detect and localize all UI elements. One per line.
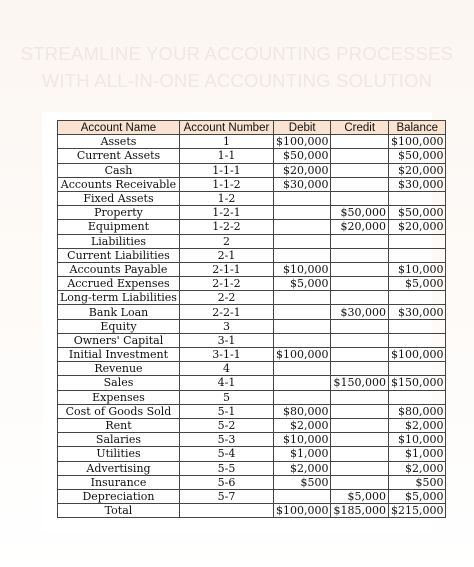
balance-cell: $10,000 [388,433,446,447]
balance-cell: $150,000 [388,376,446,390]
credit-cell [331,319,389,333]
account-name-cell: Expenses [58,390,180,404]
table-row [58,447,446,461]
account-name-cell: Equipment [58,220,180,234]
balance-cell: $5,000 [388,277,446,291]
table-row [58,191,446,205]
debit-cell [273,291,331,305]
account-number-cell: 1-2-1 [179,206,273,220]
credit-cell [331,362,389,376]
account-number-cell: 1-2-2 [179,220,273,234]
balance-cell [388,390,446,404]
balance-cell [388,319,446,333]
balance-cell: $2,000 [388,418,446,432]
balance-cell [388,191,446,205]
account-number-cell: 5-3 [179,433,273,447]
credit-cell [331,291,389,305]
table-header-row [58,121,446,135]
debit-cell: $10,000 [273,433,331,447]
credit-cell: $50,000 [331,206,389,220]
credit-cell [331,248,389,262]
table-row [58,333,446,347]
balance-cell: $215,000 [388,504,446,518]
balance-cell: $100,000 [388,135,446,149]
balance-cell: $80,000 [388,404,446,418]
credit-cell [331,135,389,149]
debit-cell [273,220,331,234]
table-row [58,248,446,262]
balance-cell: $20,000 [388,220,446,234]
account-number-cell: 1-1-2 [179,177,273,191]
account-name-cell: Rent [58,418,180,432]
balance-cell [388,291,446,305]
table-row [58,149,446,163]
table-row [58,433,446,447]
credit-cell [331,390,389,404]
account-number-cell: 5-4 [179,447,273,461]
account-number-cell: 5-5 [179,461,273,475]
account-number-cell: 4 [179,362,273,376]
table-row [58,262,446,276]
debit-cell [273,489,331,503]
balance-cell: $10,000 [388,262,446,276]
account-name-cell: Total [58,504,180,518]
debit-cell [273,305,331,319]
account-number-cell [179,504,273,518]
balance-cell: $30,000 [388,177,446,191]
account-name-cell: Cash [58,163,180,177]
debit-cell [273,191,331,205]
credit-cell [331,348,389,362]
table-row [58,234,446,248]
credit-cell [331,277,389,291]
header-account-number: Account Number [179,121,273,135]
account-number-cell: 1-1-1 [179,163,273,177]
account-number-cell: 5-2 [179,418,273,432]
credit-cell [331,433,389,447]
balance-cell [388,234,446,248]
table-row [58,135,446,149]
balance-cell: $100,000 [388,348,446,362]
header-balance: Balance [388,121,446,135]
account-number-cell: 3 [179,319,273,333]
account-number-cell: 1-1 [179,149,273,163]
debit-cell: $100,000 [273,348,331,362]
debit-cell [273,206,331,220]
debit-cell: $80,000 [273,404,331,418]
debit-cell [273,234,331,248]
table-row [58,291,446,305]
account-name-cell: Owners' Capital [58,333,180,347]
account-number-cell: 2-1-2 [179,277,273,291]
account-name-cell: Long-term Liabilities [58,291,180,305]
table-row [58,348,446,362]
debit-cell [273,390,331,404]
table-row [58,489,446,503]
account-number-cell: 4-1 [179,376,273,390]
table-row [58,277,446,291]
debit-cell [273,319,331,333]
table-row [58,504,446,518]
table-row [58,404,446,418]
balance-cell: $2,000 [388,461,446,475]
credit-cell: $5,000 [331,489,389,503]
account-name-cell: Current Liabilities [58,248,180,262]
account-number-cell: 5-7 [179,489,273,503]
debit-cell: $2,000 [273,461,331,475]
header-debit: Debit [273,121,331,135]
account-name-cell: Liabilities [58,234,180,248]
balance-cell [388,362,446,376]
credit-cell [331,163,389,177]
account-name-cell: Sales [58,376,180,390]
credit-cell: $185,000 [331,504,389,518]
credit-cell: $30,000 [331,305,389,319]
account-number-cell: 2-1-1 [179,262,273,276]
account-name-cell: Advertising [58,461,180,475]
debit-cell [273,333,331,347]
credit-cell [331,475,389,489]
table-row [58,390,446,404]
account-name-cell: Depreciation [58,489,180,503]
account-number-cell: 2-2 [179,291,273,305]
account-name-cell: Salaries [58,433,180,447]
account-name-cell: Cost of Goods Sold [58,404,180,418]
credit-cell [331,333,389,347]
credit-cell [331,234,389,248]
credit-cell [331,149,389,163]
account-number-cell: 5 [179,390,273,404]
account-name-cell: Current Assets [58,149,180,163]
account-number-cell: 1-2 [179,191,273,205]
balance-cell: $50,000 [388,149,446,163]
credit-cell [331,191,389,205]
debit-cell [273,376,331,390]
accounts-table [57,120,446,518]
account-number-cell: 2 [179,234,273,248]
account-name-cell: Assets [58,135,180,149]
account-number-cell: 5-1 [179,404,273,418]
table-row [58,220,446,234]
table-row [58,177,446,191]
account-number-cell: 3-1 [179,333,273,347]
debit-cell: $5,000 [273,277,331,291]
credit-cell: $20,000 [331,220,389,234]
balance-cell: $30,000 [388,305,446,319]
table-row [58,362,446,376]
table-row [58,461,446,475]
credit-cell [331,461,389,475]
table-row [58,475,446,489]
debit-cell: $30,000 [273,177,331,191]
credit-cell [331,418,389,432]
debit-cell: $2,000 [273,418,331,432]
account-number-cell: 1 [179,135,273,149]
credit-cell: $150,000 [331,376,389,390]
header-account-name: Account Name [58,121,180,135]
account-name-cell: Equity [58,319,180,333]
account-number-cell: 2-1 [179,248,273,262]
debit-cell: $100,000 [273,504,331,518]
account-number-cell: 5-6 [179,475,273,489]
title-line-1: STREAMLINE YOUR ACCOUNTING PROCESSES [20,43,454,64]
table-row [58,163,446,177]
debit-cell: $1,000 [273,447,331,461]
debit-cell: $500 [273,475,331,489]
credit-cell [331,262,389,276]
credit-cell [331,447,389,461]
credit-cell [331,177,389,191]
account-name-cell: Accrued Expenses [58,277,180,291]
table-row [58,376,446,390]
balance-cell: $1,000 [388,447,446,461]
debit-cell: $50,000 [273,149,331,163]
header-credit: Credit [331,121,389,135]
balance-cell: $500 [388,475,446,489]
account-name-cell: Bank Loan [58,305,180,319]
balance-cell [388,333,446,347]
account-name-cell: Revenue [58,362,180,376]
debit-cell [273,248,331,262]
page-title [0,40,474,94]
account-name-cell: Insurance [58,475,180,489]
credit-cell [331,404,389,418]
table-row [58,206,446,220]
debit-cell: $20,000 [273,163,331,177]
account-name-cell: Utilities [58,447,180,461]
account-number-cell: 2-2-1 [179,305,273,319]
table-row [58,305,446,319]
debit-cell: $100,000 [273,135,331,149]
table-row [58,418,446,432]
table-row [58,319,446,333]
debit-cell [273,362,331,376]
title-line-2: WITH ALL-IN-ONE ACCOUNTING SOLUTION [41,70,433,91]
balance-cell: $20,000 [388,163,446,177]
account-name-cell: Accounts Payable [58,262,180,276]
account-name-cell: Accounts Receivable [58,177,180,191]
balance-cell: $50,000 [388,206,446,220]
account-name-cell: Initial Investment [58,348,180,362]
account-number-cell: 3-1-1 [179,348,273,362]
debit-cell: $10,000 [273,262,331,276]
account-name-cell: Property [58,206,180,220]
balance-cell [388,248,446,262]
account-name-cell: Fixed Assets [58,191,180,205]
balance-cell: $5,000 [388,489,446,503]
